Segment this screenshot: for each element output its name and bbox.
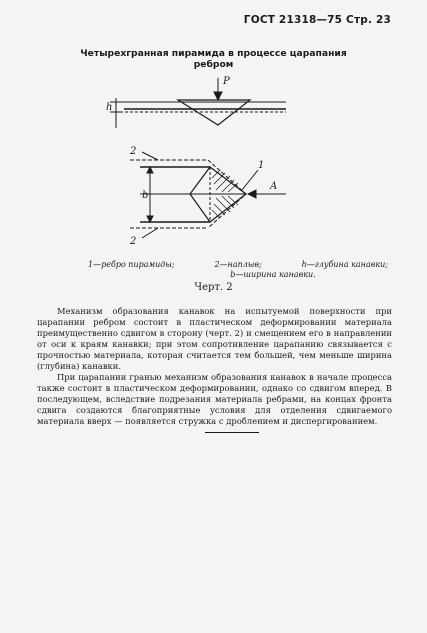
end-rule (205, 432, 259, 433)
leader-2-top (142, 152, 158, 160)
legend-item-2: 2—наплыв; (214, 260, 262, 269)
legend-item-4: b—ширина канавки. (230, 270, 316, 279)
direction-arrow-head (248, 190, 256, 198)
figure-title-line1: Четырехгранная пирамида в процессе царапания (80, 48, 347, 59)
legend-item-1: 1—ребро пирамиды; (88, 260, 175, 269)
pyramid-scratching-diagram (100, 70, 290, 250)
leader-1 (242, 170, 258, 190)
body-text (37, 306, 392, 427)
label-P: P (223, 76, 230, 87)
page-header: ГОСТ 21318—75 Стр. 23 (243, 14, 391, 26)
figure-title-line2: ребром (193, 59, 234, 70)
label-b: b (142, 190, 149, 201)
label-A: A (270, 181, 278, 192)
label-2-bottom: 2 (130, 236, 137, 247)
figure-title (0, 48, 427, 70)
paragraph-1: Механизм образования канавок на испытуемой поверхности при царапании ребром состоит в пластическом деформировании материала преимущественно сдвигом в сторону (черт. 2) и смещением его в направлении от оси к краям канавки; при этом сопротивление царапанию связывается с прочностью материала, которая считается тем большей, чем меньше ширина (глубина) канавки. (37, 306, 392, 371)
label-2-top: 2 (130, 146, 137, 157)
figure-legend (88, 260, 388, 280)
pyramid-profile (178, 100, 250, 125)
force-arrow-head (214, 92, 222, 100)
leader-2-bottom (142, 228, 158, 238)
width-arrow-top (147, 167, 153, 173)
figure-caption: Черт. 2 (194, 282, 233, 293)
label-h: h (106, 102, 113, 113)
paragraph-2: При царапании гранью механизм образования канавок в начале процесса также состоит в пластическом деформировании, однако со сдвигом вперед. В последующем, вследствие подрезания материала ребрами, на концах фронта сдвига создаются благоприятные условия для отделения сдвигаемого материала вверх — появляется стружка с дроблением и диспергированием. (37, 372, 392, 426)
width-arrow-bottom (147, 216, 153, 222)
legend-item-3: h—глубина канавки; (301, 260, 388, 269)
label-1: 1 (258, 160, 265, 171)
